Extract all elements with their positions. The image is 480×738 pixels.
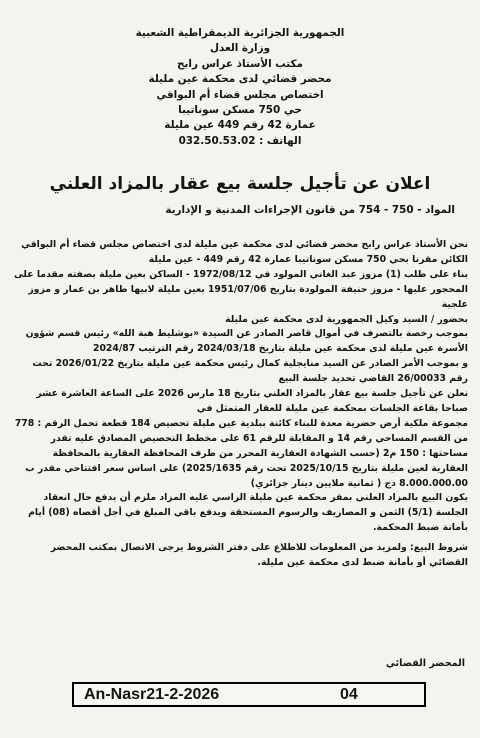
body-paragraph-order: و بموجب الأمر الصادر عن السيد منايجلية كمال رئيس محكمة عين مليلة بتاريخ 2026/01/22 تحت رقم 26/00033 القاضي تحديد جلسة البيع bbox=[32, 358, 468, 385]
body-paragraph-authorization: بموجب رخصة بالتصرف في أموال قاصر الصادر عن السيدة «بوشليط هبة الله» رئيس قسم شؤون الأسرة عين مليلة لدى محكمة عين مليلة بتاريخ 2024/03/18 رقم الترتيب 2024/87 bbox=[25, 328, 468, 355]
header-line-district: حي 750 مسكن سوناتيبا bbox=[178, 104, 302, 117]
body-paragraph-postponement: نعلن عن تأجيل جلسة بيع عقار بالمزاد العلني بتاريخ 18 مارس 2026 على الساعة العاشرة عشر صباحا بقاعة الجلسات بمحكمة عين مليلة للعقار المتمثل في bbox=[36, 388, 468, 414]
body-paragraph-request: بناء على طلب (1) مزوز عبد الغاني المولود في 1972/08/12 - الساكن بعين مليلة بصفته مقدما على المحجور عليها - مزوز حنيفة المولودة بتاريخ 1951/07/06 بعين مليلة لابيها طاهر بن عمار و مزوز علجية bbox=[14, 268, 468, 310]
header-line-jurisdiction: اختصاص مجلس قضاء أم البواقي bbox=[156, 88, 324, 101]
body-paragraph-bailiff: نحن الأستاذ عراس رابح محضر قضائي لدى محكمة عين مليلة لدى اختصاص مجلس قضاء أم البواقي الكائن مقرنا بحي 750 مسكن سوناتيبا عمارة 42 رقم 449 - عين مليلة bbox=[21, 239, 468, 265]
header-phone-row bbox=[60, 134, 420, 149]
notice-title: اعلان عن تأجيل جلسة بيع عقار بالمزاد العلني bbox=[49, 174, 431, 194]
body-paragraph-payment: يكون البيع بالمزاد العلني بمقر محكمة عين مليلة الراسي عليه المزاد ملزم أن يدفع حال انعقاد الجلسة (5/1) الثمن و المصاريف والرسوم المستحقة ويدفع باقي المبلغ في أجل أقصاه (08) أيام بأمانة ضبط المحكمة. bbox=[28, 492, 468, 534]
phone-number: 032.50.53.02 bbox=[178, 134, 256, 147]
header-line-bailiff: محضر قضائي لدى محكمة عين مليلة bbox=[148, 73, 332, 86]
footer-date: An-Nasr21-2-2026 bbox=[84, 686, 220, 703]
header-line-building: عمارة 42 رقم 449 عين مليلة bbox=[164, 119, 316, 132]
notice-header bbox=[60, 26, 420, 149]
footer-page-number: 04 bbox=[340, 686, 358, 703]
notice-body bbox=[14, 238, 468, 571]
bailiff-signature: المحضر القضائي bbox=[385, 658, 465, 669]
header-line-ministry: وزارة العدل bbox=[209, 42, 271, 55]
body-paragraph-property: مجموعة ملكية أرض حضرية معدة للبناء كائنة ببلدية عين مليلة تحصيص 184 قطعة تحمل الرقم : 778 من القسم المساحي رقم 14 و المقابلة للرقم 61 على مخطط التحصيص المصادق عليه تقدر مساحتها : 150 م2 (حسب الشهادة العقارية المحرر من طرف المحافظة العقارية بالمحافظة العقارية لعين مليلة بتاريخ 2025/10/15 تحت رقم 2025/1635) على اساس سعر افتتاحي مقدر ب 8.000.000.00 دج ( ثمانية ملايين دينار جزائري) bbox=[14, 417, 468, 489]
body-paragraph-presence: بحضور / السيد وكيل الجمهورية لدى محكمة عين مليلة bbox=[225, 313, 468, 325]
header-line-office: مكتب الأستاذ عراس رابح bbox=[177, 57, 303, 70]
header-line-republic: الجمهورية الجزائرية الديمقراطية الشعبية bbox=[135, 27, 345, 39]
phone-label: الهاتف : bbox=[259, 134, 302, 147]
notice-subtitle: المواد - 750 - 754 من قانون الإجراءات المدنية و الإدارية bbox=[165, 204, 455, 216]
newspaper-footer-box bbox=[72, 682, 426, 707]
body-paragraph-conditions: شروط البيع: ولمزيد من المعلومات للاطلاع على دفتر الشروط يرجى الاتصال بمكتب المحضر القضائي أو بأمانة ضبط لدى محكمة عين مليلة. bbox=[50, 542, 468, 569]
